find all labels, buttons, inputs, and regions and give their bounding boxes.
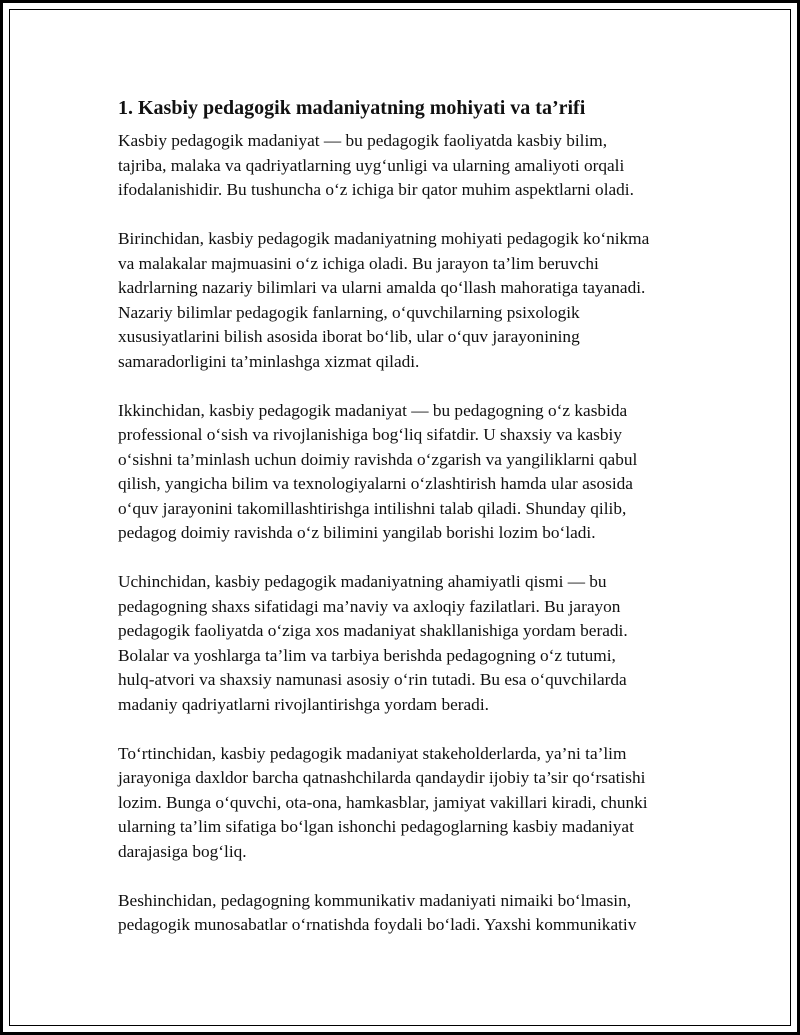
paragraph-fourth (118, 742, 690, 865)
text-line: ifodalanishidir. Bu tushuncha oʻz ichiga bir qator muhim aspektlarni oladi. (118, 180, 634, 199)
paragraph-second (118, 399, 690, 546)
text-line: kadrlarning nazariy bilimlari va ularni amalda qoʻllash mahoratiga tayanadi. (118, 278, 646, 297)
text-line: lozim. Bunga oʻquvchi, ota-ona, hamkasblar, jamiyat vakillari kiradi, chunki (118, 792, 648, 812)
text-line: ularning ta’lim sifatiga boʻlgan ishonchi pedagoglarning kasbiy madaniyat (118, 817, 634, 836)
document-body (118, 95, 690, 962)
text-line: samaradorligini ta’minlashga xizmat qiladi. (118, 351, 420, 371)
text-line: pedagogik munosabatlar oʻrnatishda foydali boʻladi. Yaxshi kommunikativ (118, 915, 637, 934)
text-line: Ikkinchidan, kasbiy pedagogik madaniyat — bu pedagogning oʻz kasbida (118, 400, 628, 420)
text-line: pedagogning shaxs sifatidagi ma’naviy va axloqiy fazilatlari. Bu jarayon (118, 596, 621, 616)
text-line: Birinchidan, kasbiy pedagogik madaniyatning mohiyati pedagogik koʻnikma (118, 229, 650, 248)
text-line: pedagogik faoliyatda oʻziga xos madaniyat shakllanishiga yordam beradi. (118, 621, 628, 640)
text-line: hulq-atvori va shaxsiy namunasi asosiy oʻrin tutadi. Bu esa oʻquvchilarda (118, 670, 627, 689)
text-line: madaniy qadriyatlarni rivojlantirishga yordam beradi. (118, 694, 489, 714)
text-line: Uchinchidan, kasbiy pedagogik madaniyatning ahamiyatli qismi — bu (118, 572, 607, 591)
section-heading: 1. Kasbiy pedagogik madaniyatning mohiyati va ta’rifi (118, 97, 586, 119)
text-line: jarayoniga daxldor barcha qatnashchilarda qandaydir ijobiy ta’sir qoʻrsatishi (118, 768, 646, 787)
paragraph-definition (118, 129, 690, 203)
text-line: Bolalar va yoshlarga ta’lim va tarbiya berishda pedagogning oʻz tutumi, (118, 645, 616, 665)
paragraph-fifth (118, 889, 690, 938)
text-line: pedagog doimiy ravishda oʻz bilimini yangilab borishi lozim boʻladi. (118, 523, 596, 542)
text-line: tajriba, malaka va qadriyatlarning uygʻunligi va ularning amaliyoti orqali (118, 155, 625, 175)
text-line: professional oʻsish va rivojlanishiga bogʻliq sifatdir. U shaxsiy va kasbiy (118, 425, 622, 444)
text-line: qilish, yangicha bilim va texnologiyalarni oʻzlashtirish hamda ular asosida (118, 474, 633, 493)
text-line: Beshinchidan, pedagogning kommunikativ madaniyati nimaiki boʻlmasin, (118, 890, 632, 910)
text-line: va malakalar majmuasini oʻz ichiga oladi. Bu jarayon ta’lim beruvchi (118, 253, 599, 273)
text-line: oʻquv jarayonini takomillashtirishga intilishni talab qiladi. Shunday qilib, (118, 498, 627, 518)
text-line: darajasiga bogʻliq. (118, 841, 247, 861)
text-line: Toʻrtinchidan, kasbiy pedagogik madaniyat stakeholderlarda, ya’ni ta’lim (118, 743, 627, 763)
paragraph-first (118, 227, 690, 374)
paragraph-third (118, 570, 690, 717)
text-line: oʻsishni ta’minlash uchun doimiy ravishda oʻzgarish va yangiliklarni qabul (118, 449, 638, 469)
text-line: xususiyatlarini bilish asosida iborat boʻlib, ular oʻquv jarayonining (118, 327, 580, 346)
text-line: Nazariy bilimlar pedagogik fanlarning, oʻquvchilarning psixologik (118, 302, 580, 322)
text-line: Kasbiy pedagogik madaniyat — bu pedagogik faoliyatda kasbiy bilim, (118, 131, 608, 150)
